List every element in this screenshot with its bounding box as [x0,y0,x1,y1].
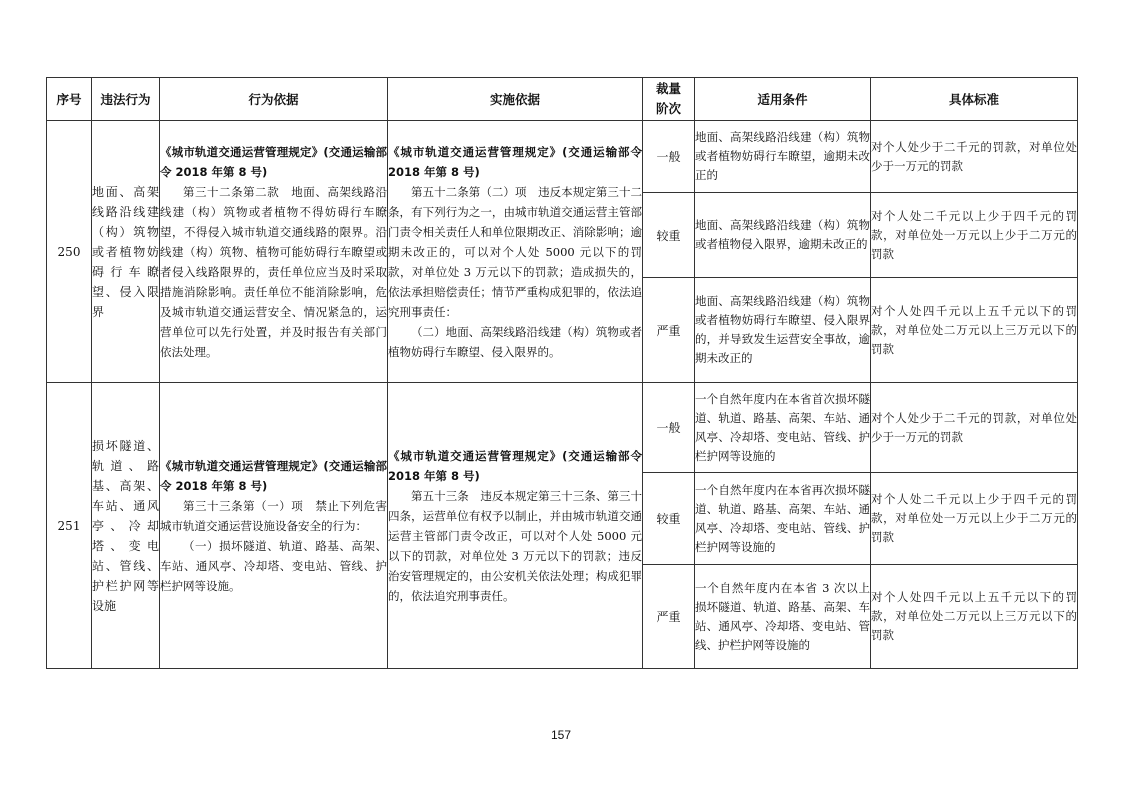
condition-cell: 一个自然年度内在本省首次损坏隧道、轨道、路基、高架、车站、通风亭、冷却塔、变电站、管线、护栏护网等设施的 [695,383,871,473]
level-cell: 严重 [643,565,695,669]
basis-body: 第三十二条第二款 地面、高架线路沿线建（构）筑物或者植物不得妨碍行车瞭望，不得侵入城市轨道交通线路的限界。沿线建（构）筑物、植物可能妨碍行车瞭望或者侵入线路限界的，责任单位应当及时采取措施消除影响。责任单位不能消除影响，危及城市轨道交通运营安全、情况紧急的，运营单位可以先行处置，并及时报告有关部门依法处理。 [160,184,387,359]
header-level: 裁量阶次 [643,78,695,121]
level-cell: 较重 [643,193,695,278]
seq-cell: 251 [47,383,92,669]
impl-title: 《城市轨道交通运营管理规定》(交通运输部令 2018 年第 8 号) [388,448,642,483]
table-row [47,121,1078,193]
level-cell: 较重 [643,473,695,565]
header-act: 违法行为 [92,78,160,121]
impl-body-item: （二）地面、高架线路沿线建（构）筑物或者植物妨碍行车瞭望、侵入限界的。 [388,324,642,359]
standard-cell: 对个人处二千元以上少于四千元的罚款，对单位处一万元以上少于二万元的罚款 [871,193,1078,278]
violation-cell: 地面、高架线路沿线建（构）筑物或者植物妨碍行车瞭望、侵入限界 [92,121,160,383]
standard-cell: 对个人处二千元以上少于四千元的罚款，对单位处一万元以上少于二万元的罚款 [871,473,1078,565]
level-cell: 一般 [643,383,695,473]
seq-cell: 250 [47,121,92,383]
condition-cell: 地面、高架线路沿线建（构）筑物或者植物妨碍行车瞭望，逾期未改正的 [695,121,871,193]
header-row [47,78,1078,121]
standard-cell: 对个人处四千元以上五千元以下的罚款，对单位处二万元以上三万元以下的罚款 [871,278,1078,383]
header-basis: 行为依据 [160,78,388,121]
basis-cell [160,121,388,383]
condition-cell: 地面、高架线路沿线建（构）筑物或者植物侵入限界，逾期未改正的 [695,193,871,278]
penalty-table [46,77,1078,669]
condition-cell: 地面、高架线路沿线建（构）筑物或者植物妨碍行车瞭望、侵入限界的，并导致发生运营安全事故，逾期未改正的 [695,278,871,383]
impl-cell [388,121,643,383]
basis-title: 《城市轨道交通运营管理规定》(交通运输部令 2018 年第 8 号) [160,458,387,493]
basis-body: 第三十三条第（一）项 禁止下列危害城市轨道交通运营设施设备安全的行为： [160,498,387,533]
impl-body: 第五十二条第（二）项 违反本规定第三十二条，有下列行为之一，由城市轨道交通运营主管部门责令相关责任人和单位限期改正、消除影响；逾期未改正的，可以对个人处 5000 元以下的罚款，对单位处 3 万元以下的罚款；造成损失的，依法承担赔偿责任；情节严重构成犯罪的，依法追究刑事责任： [388,184,642,319]
standard-cell: 对个人处四千元以上五千元以下的罚款，对单位处二万元以上三万元以下的罚款 [871,565,1078,669]
header-seq: 序号 [47,78,92,121]
standard-cell: 对个人处少于二千元的罚款，对单位处少于一万元的罚款 [871,383,1078,473]
violation-cell: 损坏隧道、轨道、路基、高架、车站、通风亭、冷却塔、变电站、管线、护栏护网等设施 [92,383,160,669]
header-cond: 适用条件 [695,78,871,121]
impl-body: 第五十三条 违反本规定第三十三条、第三十四条，运营单位有权予以制止，并由城市轨道交通运营主管部门责令改正，可以对个人处 5000 元以下的罚款，对单位处 3 万元以下的罚款；违反治安管理规定的，由公安机关依法处理；构成犯罪的，依法追究刑事责任。 [388,488,642,603]
standard-cell: 对个人处少于二千元的罚款，对单位处少于一万元的罚款 [871,121,1078,193]
basis-body-item: （一）损坏隧道、轨道、路基、高架、车站、通风亭、冷却塔、变电站、管线、护栏护网等设施。 [160,538,387,593]
basis-cell [160,383,388,669]
level-cell: 一般 [643,121,695,193]
page-number: 157 [550,728,572,742]
level-cell: 严重 [643,278,695,383]
basis-title: 《城市轨道交通运营管理规定》(交通运输部令 2018 年第 8 号) [160,144,387,179]
impl-title: 《城市轨道交通运营管理规定》(交通运输部令 2018 年第 8 号) [388,144,642,179]
impl-cell [388,383,643,669]
header-std: 具体标准 [871,78,1078,121]
header-impl: 实施依据 [388,78,643,121]
condition-cell: 一个自然年度内在本省再次损坏隧道、轨道、路基、高架、车站、通风亭、冷却塔、变电站、管线、护栏护网等设施的 [695,473,871,565]
condition-cell: 一个自然年度内在本省 3 次以上损坏隧道、轨道、路基、高架、车站、通风亭、冷却塔、变电站、管线、护栏护网等设施的 [695,565,871,669]
table-row [47,383,1078,473]
